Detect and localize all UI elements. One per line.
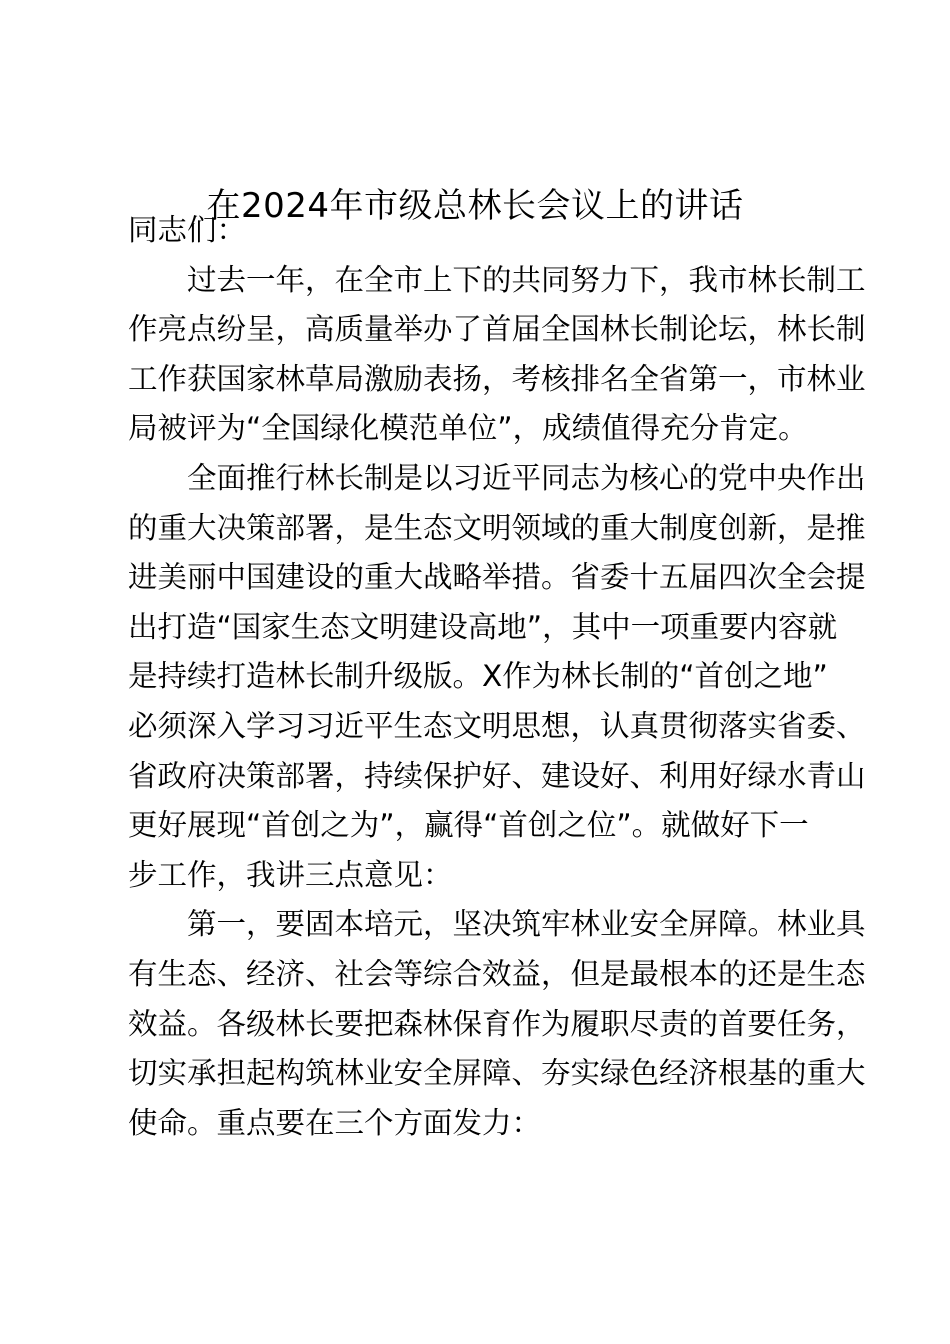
paragraph-line: 的重大决策部署，是生态文明领域的重大制度创新，是推	[128, 510, 866, 545]
paragraph-line: 必须深入学习习近平生态文明思想，认真贯彻落实省委、	[128, 708, 866, 743]
paragraph-line: 局被评为“全国绿化模范单位”，成绩值得充分肯定。	[128, 411, 808, 446]
paragraph-line: 有生态、经济、社会等综合效益，但是最根本的还是生态	[128, 956, 866, 991]
paragraph-line: 省政府决策部署，持续保护好、建设好、利用好绿水青山	[128, 758, 866, 793]
paragraph-line: 出打造“国家生态文明建设高地”，其中一项重要内容就	[128, 609, 838, 644]
paragraph-line: 工作获国家林草局激励表扬，考核排名全省第一，市林业	[128, 361, 866, 396]
document-body	[128, 206, 866, 1148]
paragraph-line: 使命。重点要在三个方面发力：	[128, 1105, 542, 1140]
paragraph-line: 作亮点纷呈，高质量举办了首届全国林长制论坛，林长制	[128, 312, 866, 347]
salutation: 同志们：	[128, 213, 247, 247]
paragraph-line: 是持续打造林长制升级版。X作为林长制的“首创之地”	[128, 659, 828, 694]
paragraph-line: 全面推行林长制是以习近平同志为核心的党中央作出	[187, 460, 866, 495]
paragraph-line: 第一，要固本培元，坚决筑牢林业安全屏障。林业具	[187, 907, 866, 942]
paragraph-2	[128, 454, 866, 900]
paragraph-line: 更好展现“首创之为”，赢得“首创之位”。就做好下一	[128, 808, 809, 843]
document-title: 在2024年市级总林长会议上的讲话	[206, 186, 744, 226]
paragraph-3	[128, 900, 866, 1148]
paragraph-line: 步工作，我讲三点意见：	[128, 857, 453, 892]
paragraph-line: 过去一年，在全市上下的共同努力下，我市林长制工	[187, 262, 866, 297]
paragraph-1	[128, 256, 866, 454]
paragraph-line: 切实承担起构筑林业安全屏障、夯实绿色经济根基的重大	[128, 1056, 866, 1091]
paragraph-line: 进美丽中国建设的重大战略举措。省委十五届四次全会提	[128, 560, 866, 595]
paragraph-line: 效益。各级林长要把森林保育作为履职尽责的首要任务，	[128, 1006, 866, 1041]
